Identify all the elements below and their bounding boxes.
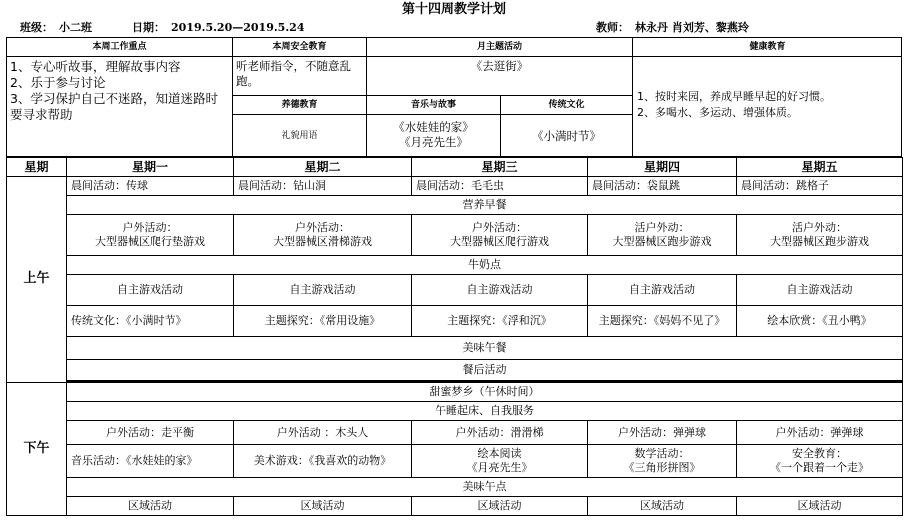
afternoon-session-label: 下午 <box>7 382 67 516</box>
table-row <box>7 275 903 306</box>
lesson-am-thu: 主题探究：《妈妈不见了》 <box>588 306 737 337</box>
music-line-1: 《水娃娃的家》 <box>393 120 474 134</box>
outdoor-am-wed <box>412 215 588 256</box>
lesson-am-tue: 主题探究：《常用设施》 <box>234 306 412 337</box>
focus-line-2: 2、乐于参与讨论 <box>10 75 106 90</box>
milk-row: 牛奶点 <box>67 256 903 275</box>
table-row <box>7 215 903 256</box>
morning-exercise-fri: 晨间活动：跳格子 <box>737 177 903 196</box>
area-play-mon: 区域活动 <box>67 497 234 516</box>
date-label: 日期： <box>132 21 165 34</box>
table-row <box>7 402 903 421</box>
outdoor-am-wed-line1: 户外活动： <box>472 221 527 234</box>
safety-header: 本周安全教育 <box>233 38 367 57</box>
page-title: 第十四周教学计划 <box>401 2 506 17</box>
outdoor-am-fri <box>737 215 903 256</box>
lesson-pm-thu-line2: 《三角形拼图》 <box>623 461 701 474</box>
table-row <box>7 256 903 275</box>
outdoor-am-tue-line1: 户外活动： <box>295 221 350 234</box>
table-row <box>7 445 903 478</box>
outdoor-am-thu <box>588 215 737 256</box>
morning-exercise-tue: 晨间活动：钻山洞 <box>234 177 412 196</box>
day-header-thu: 星期四 <box>588 158 737 177</box>
lesson-pm-wed-line1: 绘本阅读 <box>477 447 522 460</box>
outdoor-pm-wed: 户外活动：滑滑梯 <box>412 421 588 445</box>
lesson-pm-fri-line1: 安全教育： <box>792 447 847 460</box>
outdoor-am-tue-line2: 大型器械区滑梯游戏 <box>273 235 372 248</box>
lesson-pm-fri-line2: 《一个跟着一个走》 <box>770 461 869 474</box>
table-row <box>7 382 903 402</box>
area-play-fri: 区域活动 <box>737 497 903 516</box>
outdoor-pm-mon: 户外活动：走平衡 <box>67 421 234 445</box>
teacher-value: 林永丹 肖刘芳、黎燕玲 <box>635 21 749 34</box>
lesson-pm-tue <box>234 445 412 478</box>
day-header-wed: 星期三 <box>412 158 588 177</box>
morning-exercise-mon: 晨间活动：传球 <box>67 177 234 196</box>
date-info <box>132 20 310 36</box>
table-row <box>7 478 903 497</box>
area-play-thu: 区域活动 <box>588 497 737 516</box>
manners-header: 养德教育 <box>233 96 367 115</box>
outdoor-am-thu-line2: 大型器械区跑步游戏 <box>612 235 712 248</box>
day-header-mon: 星期一 <box>67 158 234 177</box>
table-row <box>7 177 903 196</box>
lesson-pm-mon <box>67 445 234 478</box>
after-lunch-row: 餐后活动 <box>67 360 903 381</box>
outdoor-am-fri-line1: 活户外动： <box>792 221 847 234</box>
nap-row: 甜蜜梦乡（午休时间） <box>67 382 903 402</box>
lesson-am-fri: 绘本欣赏：《丑小鸭》 <box>737 306 903 337</box>
table-row <box>7 421 903 445</box>
morning-session-label: 上午 <box>7 177 67 383</box>
class-label: 班级： <box>20 21 53 34</box>
morning-exercise-wed: 晨间活动：毛毛虫 <box>412 177 588 196</box>
table-row <box>7 497 903 516</box>
health-content <box>633 57 902 157</box>
music-header: 音乐与故事 <box>367 96 501 115</box>
health-line-2: 2、多喝水、多运动、增强体质。 <box>637 106 798 119</box>
theme-header: 月主题活动 <box>367 38 633 57</box>
outdoor-pm-thu: 户外活动：弹弹球 <box>588 421 737 445</box>
outdoor-pm-fri: 户外活动：弹弹球 <box>737 421 903 445</box>
outdoor-am-mon-line1: 户外活动： <box>122 221 178 234</box>
lesson-pm-mon-line1: 音乐活动：《水娃娃的家》 <box>71 454 198 467</box>
lesson-am-wed: 主题探究：《浮和沉》 <box>412 306 588 337</box>
table-row <box>7 306 903 337</box>
outdoor-am-mon-line2: 大型器械区爬行垫游戏 <box>95 235 205 248</box>
teacher-info <box>596 20 755 36</box>
area-play-wed: 区域活动 <box>412 497 588 516</box>
table-row <box>7 196 903 215</box>
snack-row: 美味午点 <box>67 478 903 497</box>
table-row <box>7 337 903 360</box>
theme-content: 《去逛街》 <box>367 57 633 96</box>
outdoor-am-thu-line1: 活户外动： <box>634 221 690 234</box>
focus-header: 本周工作重点 <box>7 38 233 57</box>
breakfast-row: 营养早餐 <box>67 196 903 215</box>
safety-content: 听老师指令，不随意乱跑。 <box>233 57 367 96</box>
outdoor-pm-tue: 户外活动 ：木头人 <box>234 421 412 445</box>
class-value: 小二班 <box>59 21 92 34</box>
manners-content: 礼貌用语 <box>233 115 367 157</box>
focus-line-3: 3、学习保护自己不迷路，知道迷路时要寻求帮助 <box>10 91 218 122</box>
lesson-pm-wed-line2: 《月亮先生》 <box>466 461 533 474</box>
free-play-thu: 自主游戏活动 <box>588 275 737 306</box>
health-line-1: 1、按时来园，养成早睡早起的好习惯。 <box>637 90 831 103</box>
area-play-tue: 区域活动 <box>234 497 412 516</box>
outdoor-am-tue <box>234 215 412 256</box>
culture-content: 《小满时节》 <box>501 115 633 157</box>
day-header-tue: 星期二 <box>234 158 412 177</box>
focus-content <box>7 57 233 157</box>
lesson-pm-thu <box>588 445 737 478</box>
morning-exercise-thu: 晨间活动：袋鼠跳 <box>588 177 737 196</box>
table-row <box>7 360 903 381</box>
day-header-row <box>7 158 903 177</box>
outdoor-am-wed-line2: 大型器械区爬行游戏 <box>450 235 549 248</box>
free-play-tue: 自主游戏活动 <box>234 275 412 306</box>
day-header-fri: 星期五 <box>737 158 903 177</box>
wake-row: 午睡起床、自我服务 <box>67 402 903 421</box>
free-play-wed: 自主游戏活动 <box>412 275 588 306</box>
lunch-row: 美味午餐 <box>67 337 903 360</box>
weekday-column-header: 星期 <box>7 158 67 177</box>
lesson-pm-wed <box>412 445 588 478</box>
outdoor-am-fri-line2: 大型器械区跑步游戏 <box>770 235 869 248</box>
lesson-pm-fri <box>737 445 903 478</box>
class-info <box>20 20 98 36</box>
focus-line-1: 1、专心听故事，理解故事内容 <box>10 59 181 74</box>
culture-header: 传统文化 <box>501 96 633 115</box>
health-header: 健康教育 <box>633 38 902 57</box>
free-play-fri: 自主游戏活动 <box>737 275 903 306</box>
lesson-pm-thu-line1: 数学活动： <box>634 447 690 460</box>
weekly-summary-block <box>6 37 902 157</box>
lesson-am-mon: 传统文化：《小满时节》 <box>67 306 234 337</box>
music-line-2: 《月亮先生》 <box>399 135 468 149</box>
music-content <box>367 115 501 157</box>
date-value: 2019.5.20—2019.5.24 <box>171 21 305 34</box>
teacher-label: 教师： <box>596 21 629 34</box>
lesson-pm-tue-line1: 美术游戏：《我喜欢的动物》 <box>253 454 392 467</box>
outdoor-am-mon <box>67 215 234 256</box>
schedule-table <box>6 157 903 516</box>
free-play-mon: 自主游戏活动 <box>67 275 234 306</box>
